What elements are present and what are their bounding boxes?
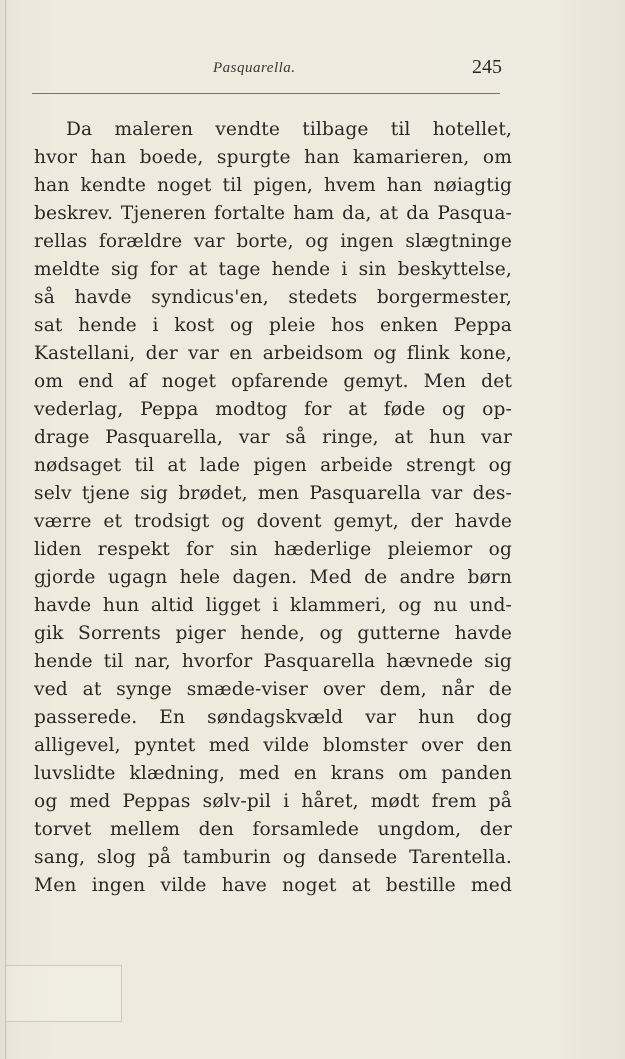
text-line: passerede. En søndagskvæld var hun dog: [34, 707, 512, 728]
page-gutter-edge: [5, 0, 6, 1059]
text-line: luvslidte klædning, med en krans om panden: [34, 763, 512, 784]
text-line: værre et trodsigt og dovent gemyt, der havde: [34, 511, 512, 532]
text-line: drage Pasquarella, var så ringe, at hun var: [34, 427, 512, 448]
text-line: ved at synge smæde-viser over dem, når de: [34, 679, 512, 700]
text-line: alligevel, pyntet med vilde blomster over den: [34, 735, 512, 756]
text-line: gik Sorrents piger hende, og gutterne havde: [34, 623, 512, 644]
text-line: vederlag, Peppa modtog for at føde og op-: [34, 399, 512, 420]
text-line: beskrev. Tjeneren fortalte ham da, at da Pasqua-: [34, 203, 512, 224]
text-line: om end af noget opfarende gemyt. Men det: [34, 371, 512, 392]
header-rule: [32, 93, 500, 94]
text-line: sat hende i kost og pleie hos enken Peppa: [34, 315, 512, 336]
text-line: Men ingen vilde have noget at bestille med: [34, 875, 512, 896]
text-line: gjorde ugagn hele dagen. Med de andre børn: [34, 567, 512, 588]
text-line: selv tjene sig brødet, men Pasquarella var des-: [34, 483, 512, 504]
text-line: Da maleren vendte tilbage til hotellet,: [66, 119, 512, 140]
text-line: nødsaget til at lade pigen arbeide strengt og: [34, 455, 512, 476]
text-line: sang, slog på tamburin og dansede Tarentella.: [34, 847, 512, 868]
text-line: han kendte noget til pigen, hvem han nøiagtig: [34, 175, 512, 196]
text-line: meldte sig for at tage hende i sin beskyttelse,: [34, 259, 512, 280]
text-line: Kastellani, der var en arbeidsom og flink kone,: [34, 343, 512, 364]
text-line: og med Peppas sølv-pil i håret, mødt frem på: [34, 791, 512, 812]
text-line: liden respekt for sin hæderlige pleiemor og: [34, 539, 512, 560]
scan-margin-mark: [6, 965, 122, 1022]
text-line: havde hun altid ligget i klammeri, og nu und-: [34, 595, 512, 616]
text-line: rellas forældre var borte, og ingen slægtninge: [34, 231, 512, 252]
text-line: så havde syndicus'en, stedets borgermester,: [34, 287, 512, 308]
text-line: torvet mellem den forsamlede ungdom, der: [34, 819, 512, 840]
body-text: [34, 116, 512, 900]
running-head: [30, 52, 500, 82]
page-number: 245: [472, 56, 502, 78]
text-line: hvor han boede, spurgte han kamarieren, om: [34, 147, 512, 168]
running-head-title: Pasquarella.: [213, 60, 296, 76]
text-line: hende til nar, hvorfor Pasquarella hævnede sig: [34, 651, 512, 672]
